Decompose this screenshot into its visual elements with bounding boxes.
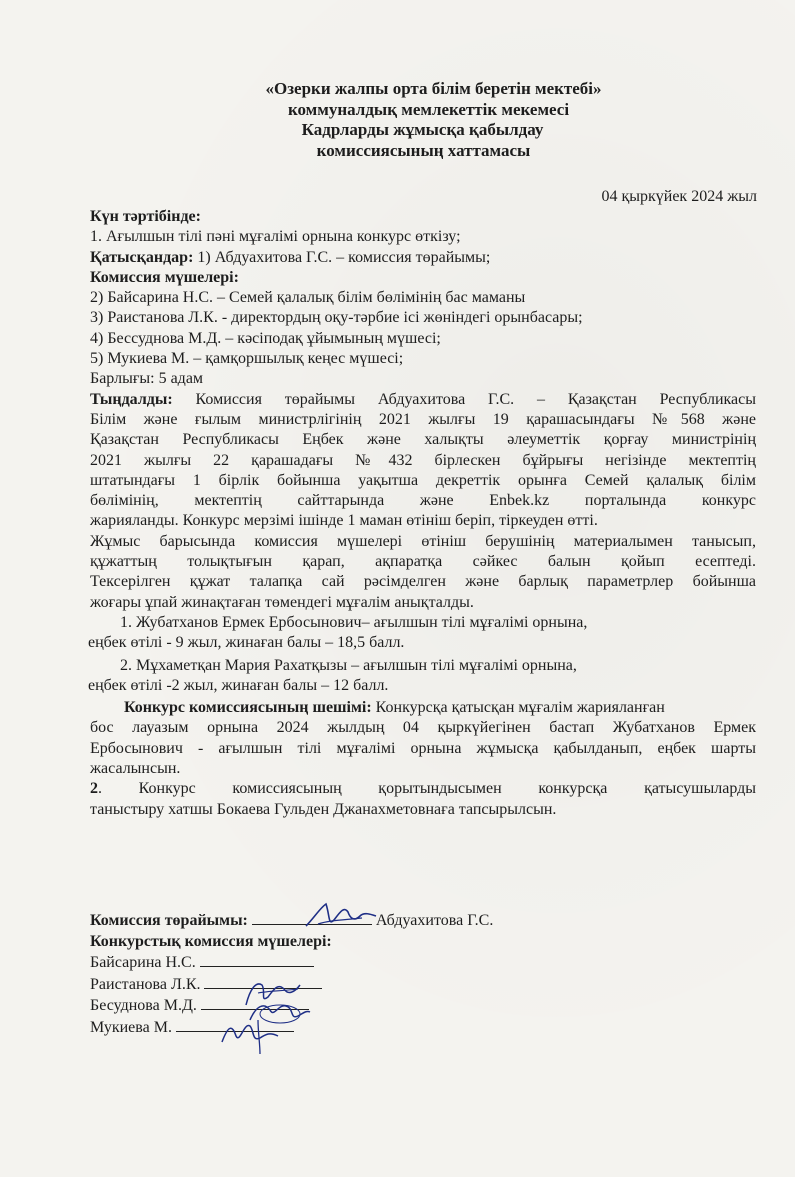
member-handwritten-signature [214, 1014, 284, 1056]
decision-point-2-last: таныстыру хатшы Бокаева Гульден Джанахметовнаға тапсырылсын. [90, 800, 557, 818]
signature-block [90, 910, 690, 1038]
member-signature-line [90, 974, 690, 996]
decision-label: Конкурс комиссиясының шешімі: [124, 699, 372, 717]
listened-line: 2021 жылғы 22 қарашадағы №432 бірлескен бұйрығы негізінде мектептің [90, 451, 756, 469]
participants-line [90, 248, 756, 268]
member-signature-line [90, 995, 690, 1017]
header-line-3: Кадрларды жұмысқа қабылдау [301, 120, 544, 139]
header-line-1: «Озерки жалпы орта білім беретін мектебі» [265, 79, 602, 98]
document-date: 04 қыркүйек 2024 жыл [601, 188, 757, 205]
candidate-line: 2. Мұхаметқан Мария Рахатқызы – ағылшын тілі мұғалімі орнына, [120, 656, 577, 674]
member-signature-line [90, 952, 690, 974]
members-total: Барлығы: 5 адам [90, 370, 204, 388]
member-name: Байсарина Н.С. [90, 954, 196, 971]
chair-label: Комиссия төрайымы: [90, 912, 248, 929]
member-signature-line [90, 1017, 690, 1039]
point-2-text: . Конкурс комиссиясының қорытындысымен конкурсқа қатысушыларды [98, 780, 756, 798]
member-item: 5) Мукиева М. – қамқоршылық кеңес мүшесі; [90, 350, 404, 368]
work-last: жоғары ұпай жинақтаған төмендегі мұғалім анықталды. [90, 593, 474, 611]
candidate-line: еңбек өтілі - 9 жыл, жинаған балы – 18,5 балл. [88, 634, 405, 652]
listened-last: жарияланды. Конкурс мерзімі ішінде 1 маман өтініш беріп, тіркеуден өтті. [90, 512, 598, 530]
agenda-label: Күн тәртібінде: [90, 208, 201, 225]
chair-signature-line [90, 910, 690, 932]
listened-line: бөлімінің, мектептің сайттарында және Enbek.kz порталында конкурс [90, 492, 756, 510]
decision-line [90, 698, 756, 718]
candidate-line: еңбек өтілі -2 жыл, жинаған балы – 12 балл. [88, 676, 389, 694]
signature-underline [200, 952, 314, 967]
decision-line: Ербосынович - ағылшын тілі мұғалімі орнына жұмысқа қабылданып, еңбек шарты [90, 739, 756, 757]
listened-line: Қазақстан Республикасы Еңбек және халықты әлеуметтік қорғау министрінің [90, 431, 756, 449]
header-line-2: коммуналдық мемлекеттік мекемесі [287, 99, 570, 119]
candidate-line: 1. Жубатханов Ермек Ербосынович– ағылшын тілі мұғалімі орнына, [120, 613, 588, 631]
decision-line: бос лауазым орнына 2024 жылдың 04 қыркүйегінен бастап Жубатханов Ермек [90, 719, 756, 737]
work-line: Тексерілген құжат талапқа сай рәсімделген және барлық параметрлер бойынша [90, 573, 756, 591]
work-line: құжаттың толықтығын қарап, ақпаратқа сәйкес балын қойып есептеді. [90, 553, 756, 571]
participants-chair: 1) Абдуахитова Г.С. – комиссия төрайымы; [193, 248, 491, 266]
listened-text: Комиссия төрайымы Абдуахитова Г.С. – Қазақстан Республикасы [172, 390, 756, 408]
member-item: 2) Байсарина Н.С. – Семей қалалық білім бөлімінің бас маманы [90, 289, 526, 307]
decision-text: Конкурсқа қатысқан мұғалім жарияланған [371, 699, 665, 717]
chair-name: Абдуахитова Г.С. [371, 912, 494, 929]
listened-label: Тыңдалды: [90, 390, 173, 408]
members-label: Комиссия мүшелері: [90, 268, 239, 286]
member-name: Мукиева М. [90, 1018, 172, 1036]
participants-label: Қатысқандар: [90, 248, 194, 266]
chair-handwritten-signature [300, 896, 380, 936]
listened-line: штатындағы 1 бірлік бойынша уақытша декреттік орынға Семей қалалық білім [90, 471, 756, 489]
point-2-number: 2 [90, 780, 98, 798]
member-name: Бесуднова М.Д. [90, 997, 197, 1014]
listened-line [90, 390, 756, 410]
commission-members-label: Конкурстық комиссия мүшелері: [90, 932, 332, 950]
member-item: 3) Раистанова Л.К. - директордың оқу-тәрбие ісі жөніндегі орынбасары; [90, 309, 583, 327]
header-line-4: комиссиясының хаттамасы [316, 140, 531, 160]
work-line: Жұмыс барысында комиссия мүшелері өтініш берушінің материалымен танысып, [90, 532, 756, 550]
listened-line: Білім және ғылым министрлігінің 2021 жылғы 19 қарашасындағы №568 және [90, 410, 756, 428]
decision-last: жасалынсын. [90, 760, 181, 778]
decision-point-2 [90, 779, 756, 799]
member-item: 4) Бессуднова М.Д. – кәсіподақ ұйымының мүшесі; [90, 329, 441, 347]
document-body [90, 207, 756, 820]
agenda-item: 1. Ағылшын тілі пәні мұғалімі орнына конкурс өткізу; [90, 228, 461, 246]
document-header [0, 79, 795, 161]
member-name: Раистанова Л.К. [90, 975, 201, 993]
